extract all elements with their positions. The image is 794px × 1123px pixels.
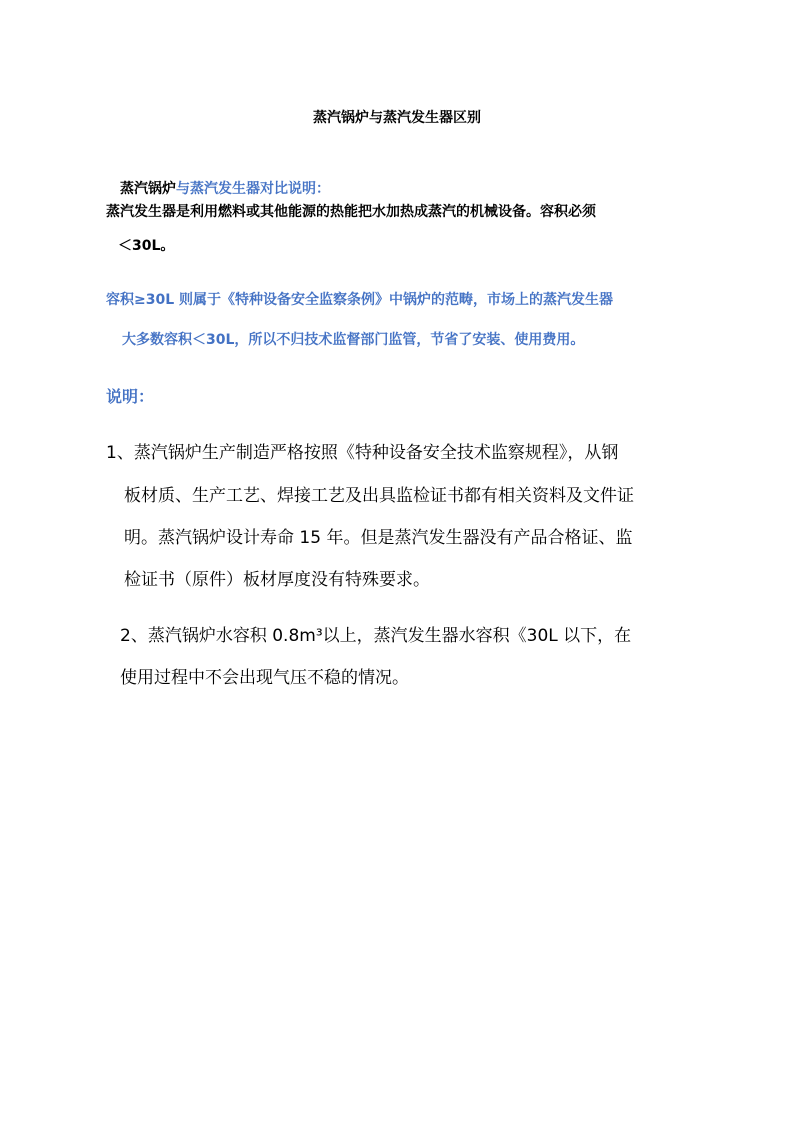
list-item-1-line-2: 板材质、生产工艺、焊接工艺及出具监检证书都有相关资料及文件证 bbox=[124, 486, 634, 506]
paragraph-2-line-1: 容积≥30L 则属于《特种设备安全监察条例》中锅炉的范畴，市场上的蒸汽发生器 bbox=[106, 292, 614, 308]
note-label: 说明： bbox=[106, 387, 155, 406]
paragraph-2-line-2: 大多数容积＜30L，所以不归技术监督部门监管，节省了安装、使用费用。 bbox=[122, 332, 585, 348]
paragraph-1-line-2: ＜30L。 bbox=[118, 238, 175, 254]
document-title: 蒸汽锅炉与蒸汽发生器区别 bbox=[313, 110, 481, 126]
list-item-2-line-2: 使用过程中不会出现气压不稳的情况。 bbox=[120, 668, 409, 688]
list-item-1-line-3: 明。蒸汽锅炉设计寿命 15 年。但是蒸汽发生器没有产品合格证、监 bbox=[124, 528, 633, 548]
comparison-heading-part1: 蒸汽锅炉 bbox=[120, 181, 176, 197]
comparison-heading-part2: 与蒸汽发生器对比说明： bbox=[176, 181, 330, 197]
comparison-heading bbox=[120, 179, 330, 199]
paragraph-1-line-1: 蒸汽发生器是利用燃料或其他能源的热能把水加热成蒸汽的机械设备。容积必须 bbox=[106, 204, 596, 220]
list-item-2-line-1: 2、蒸汽锅炉水容积 0.8m³以上，蒸汽发生器水容积《30L 以下，在 bbox=[120, 626, 632, 646]
list-item-1-line-1: 1、蒸汽锅炉生产制造严格按照《特种设备安全技术监察规程》，从钢 bbox=[106, 443, 619, 463]
list-item-1-line-4: 检证书（原件）板材厚度没有特殊要求。 bbox=[124, 570, 430, 590]
